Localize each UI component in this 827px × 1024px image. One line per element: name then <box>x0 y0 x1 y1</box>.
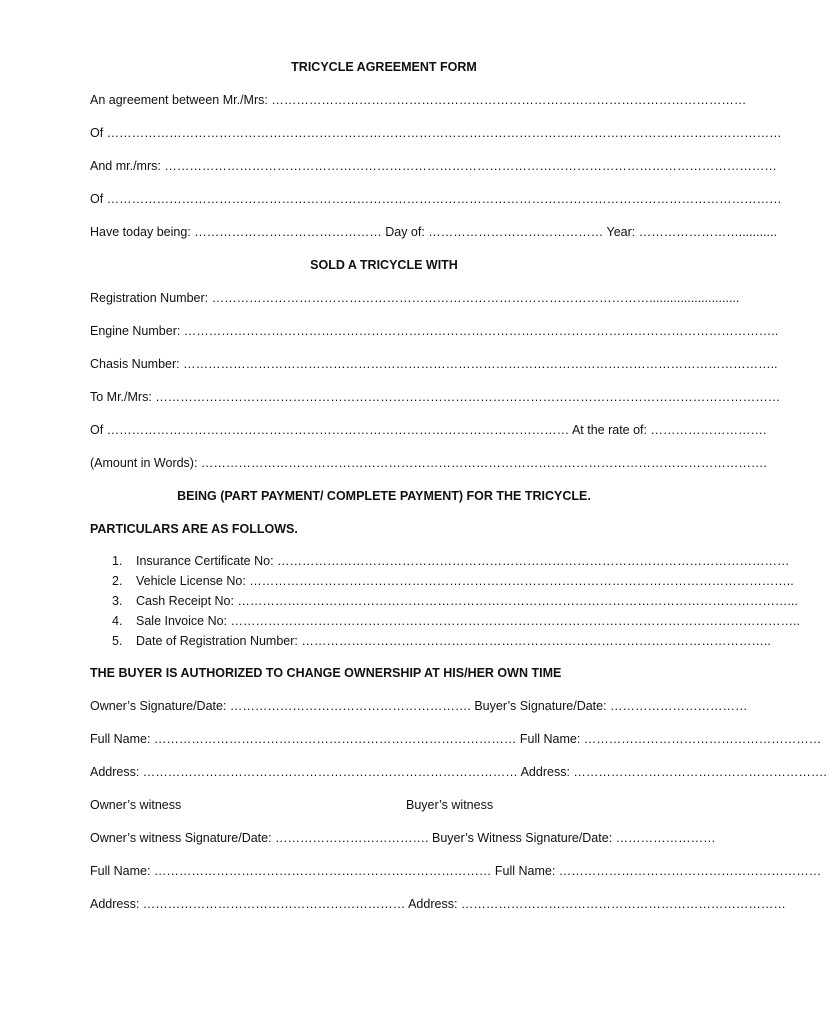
address-line-2: Address: ……………………………………………………… Address: …………………………………………………………………… <box>90 897 786 911</box>
and-mr-mrs-line: And mr./mrs: ………………………………………………………………………………………………………………………………… <box>90 159 777 173</box>
list-item-text: Date of Registration Number: ………………………………………………………………………………………………….. <box>136 634 771 648</box>
list-item-number: 1. <box>112 554 123 568</box>
list-item <box>112 573 794 593</box>
list-item-number: 4. <box>112 614 123 628</box>
list-item-number: 2. <box>112 574 123 588</box>
list-item-number: 5. <box>112 634 123 648</box>
full-name-line-1: Full Name: …………………………………………………………………………… Full Name: ………………………………………………… <box>90 732 822 746</box>
buyer-authorized-heading: THE BUYER IS AUTHORIZED TO CHANGE OWNERSHIP AT HIS/HER OWN TIME <box>90 666 562 680</box>
list-item-text: Cash Receipt No: ……………………………………………………………………………………………………………………... <box>136 594 798 608</box>
list-item <box>112 553 790 573</box>
list-item <box>112 593 798 613</box>
of-line-2: Of ……………………………………………………………………………………………………………………………………………… <box>90 192 782 206</box>
list-item-text: Sale Invoice No: ……………………………………………………………………………………………………………………….. <box>136 614 800 628</box>
amount-in-words-line: (Amount in Words): ………………………………………………………………………………………………………………………. <box>90 456 767 470</box>
list-item <box>112 633 771 653</box>
have-today-line: Have today being: ……………………………………… Day of: …………………………………… Year: ……………………........... <box>90 225 777 239</box>
registration-number-line: Registration Number: …………………………………………………………………………………………….......................... <box>90 291 740 305</box>
particulars-heading: PARTICULARS ARE AS FOLLOWS. <box>90 522 298 536</box>
engine-number-line: Engine Number: …………………………………………………………………………………………………………………………….. <box>90 324 779 338</box>
form-title: TRICYCLE AGREEMENT FORM <box>291 60 477 74</box>
witness-signatures-line: Owner’s witness Signature/Date: ………………………………. Buyer’s Witness Signature/Date: …………………… <box>90 831 716 845</box>
of-rate-line: Of ………………………………………………………………………………………………… At the rate of: ………………………. <box>90 423 767 437</box>
particulars-list <box>112 553 800 653</box>
chasis-number-line: Chasis Number: …………………………………………………………………………………………………………………………….. <box>90 357 778 371</box>
buyers-witness-label: Buyer’s witness <box>406 798 494 812</box>
to-mr-mrs-line: To Mr./Mrs: …………………………………………………………………………………………………………………………………… <box>90 390 781 404</box>
full-name-line-2: Full Name: ……………………………………………………………………… Full Name: ……………………………………………………… <box>90 864 822 878</box>
being-payment-heading: BEING (PART PAYMENT/ COMPLETE PAYMENT) FOR THE TRICYCLE. <box>177 489 591 503</box>
list-item-number: 3. <box>112 594 123 608</box>
list-item-text: Vehicle License No: ………………………………………………………………………………………………………………….. <box>136 574 794 588</box>
signatures-line: Owner’s Signature/Date: …………………………………………………. Buyer’s Signature/Date: …………………………… <box>90 699 748 713</box>
sold-heading: SOLD A TRICYCLE WITH <box>310 258 458 272</box>
of-line-1: Of ……………………………………………………………………………………………………………………………………………… <box>90 126 782 140</box>
list-item <box>112 613 800 633</box>
list-item-text: Insurance Certificate No: …………………………………………………………………………………………………………… <box>136 554 790 568</box>
agreement-between-line: An agreement between Mr./Mrs: …………………………………………………………………………………………………… <box>90 93 747 107</box>
owners-witness-label: Owner’s witness <box>90 798 182 812</box>
address-line-1: Address: ……………………………………………………………………………… Address: ……………………………………………………. <box>90 765 827 779</box>
